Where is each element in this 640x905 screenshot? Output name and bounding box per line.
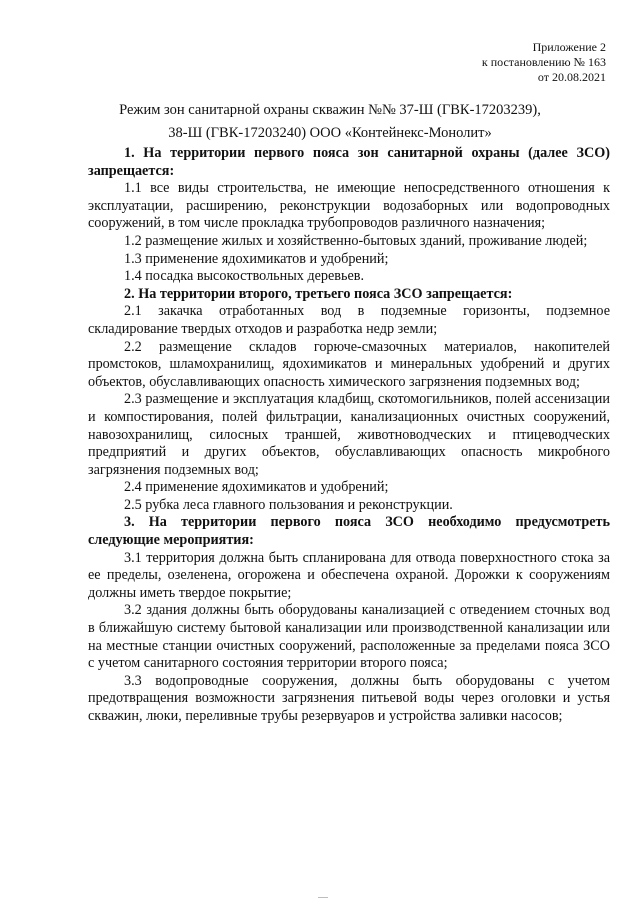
paragraph-3-1: 3.1 территория должна быть спланирована для отвода поверхностного стока за ее пределы, озеленена, огорожена и обеспечена охраной. Дорожки к сооружениям должны иметь твердое покрытие;: [88, 549, 610, 601]
paragraph-2-3: 2.3 размещение и эксплуатация кладбищ, скотомогильников, полей ассенизации и компостирования, полей фильтрации, канализационных очистных сооружений, навозохранилищ, силосных траншей, животноводческих и птицеводческих предприятий и других объектов, обуславливающих опасность микробного загрязнения подземных вод;: [88, 391, 610, 478]
section-heading-1: 1. На территории первого пояса зон санитарной охраны (далее ЗСО) запрещается:: [88, 145, 610, 179]
section-heading-2: 2. На территории второго, третьего пояса ЗСО запрещается:: [124, 285, 513, 302]
document-body: [88, 145, 610, 726]
annex-label: Приложение 2: [532, 40, 606, 54]
page-footer-mark: [318, 897, 328, 898]
paragraph-1-1: 1.1 все виды строительства, не имеющие непосредственного отношения к эксплуатации, расширению, реконструкции водозаборных или водопроводных сооружений, в том числе прокладка трубопроводов различного назначения;: [88, 180, 610, 232]
section-heading-3: 3. На территории первого пояса ЗСО необходимо предусмотреть следующие мероприятия:: [88, 514, 610, 549]
paragraph-2-5: 2.5 рубка леса главного пользования и реконструкции.: [124, 496, 453, 513]
annex-resolution: к постановлению № 163: [481, 55, 606, 69]
annex-header: [482, 40, 606, 85]
document-title: [80, 99, 580, 145]
paragraph-3-2: 3.2 здания должны быть оборудованы канализацией с отведением сточных вод в ближайшую систему бытовой канализации или производственной канализации или на местные станции очистных сооружений, расположенные за пределами пояса ЗСО с учетом санитарного состояния территории второго пояса;: [88, 602, 610, 672]
paragraph-2-2: 2.2 размещение складов горюче-смазочных материалов, накопителей промстоков, шламохранилищ, ядохимикатов и минеральных удобрений и других объектов, обуславливающих опасность химического загрязнения подземных вод;: [88, 338, 610, 390]
paragraph-3-3: 3.3 водопроводные сооружения, должны быть оборудованы с учетом предотвращения возможности загрязнения питьевой воды через оголовки и устья скважин, люки, переливные трубы резервуаров и устройства заливки насосов;: [88, 672, 610, 724]
title-line-2: 38-Ш (ГВК-17203240) ООО «Контейнекс-Монолит»: [168, 125, 492, 141]
annex-date: от 20.08.2021: [537, 70, 606, 84]
title-line-1: Режим зон санитарной охраны скважин №№ 37-Ш (ГВК-17203239),: [119, 102, 541, 118]
paragraph-1-2: 1.2 размещение жилых и хозяйственно-бытовых зданий, проживание людей;: [124, 232, 588, 249]
paragraph-2-4: 2.4 применение ядохимикатов и удобрений;: [124, 479, 389, 496]
paragraph-2-1: 2.1 закачка отработанных вод в подземные горизонты, подземное складирование твердых отходов и разработка недр земли;: [88, 303, 610, 337]
paragraph-1-4: 1.4 посадка высокоствольных деревьев.: [124, 268, 365, 285]
paragraph-1-3: 1.3 применение ядохимикатов и удобрений;: [124, 250, 389, 267]
